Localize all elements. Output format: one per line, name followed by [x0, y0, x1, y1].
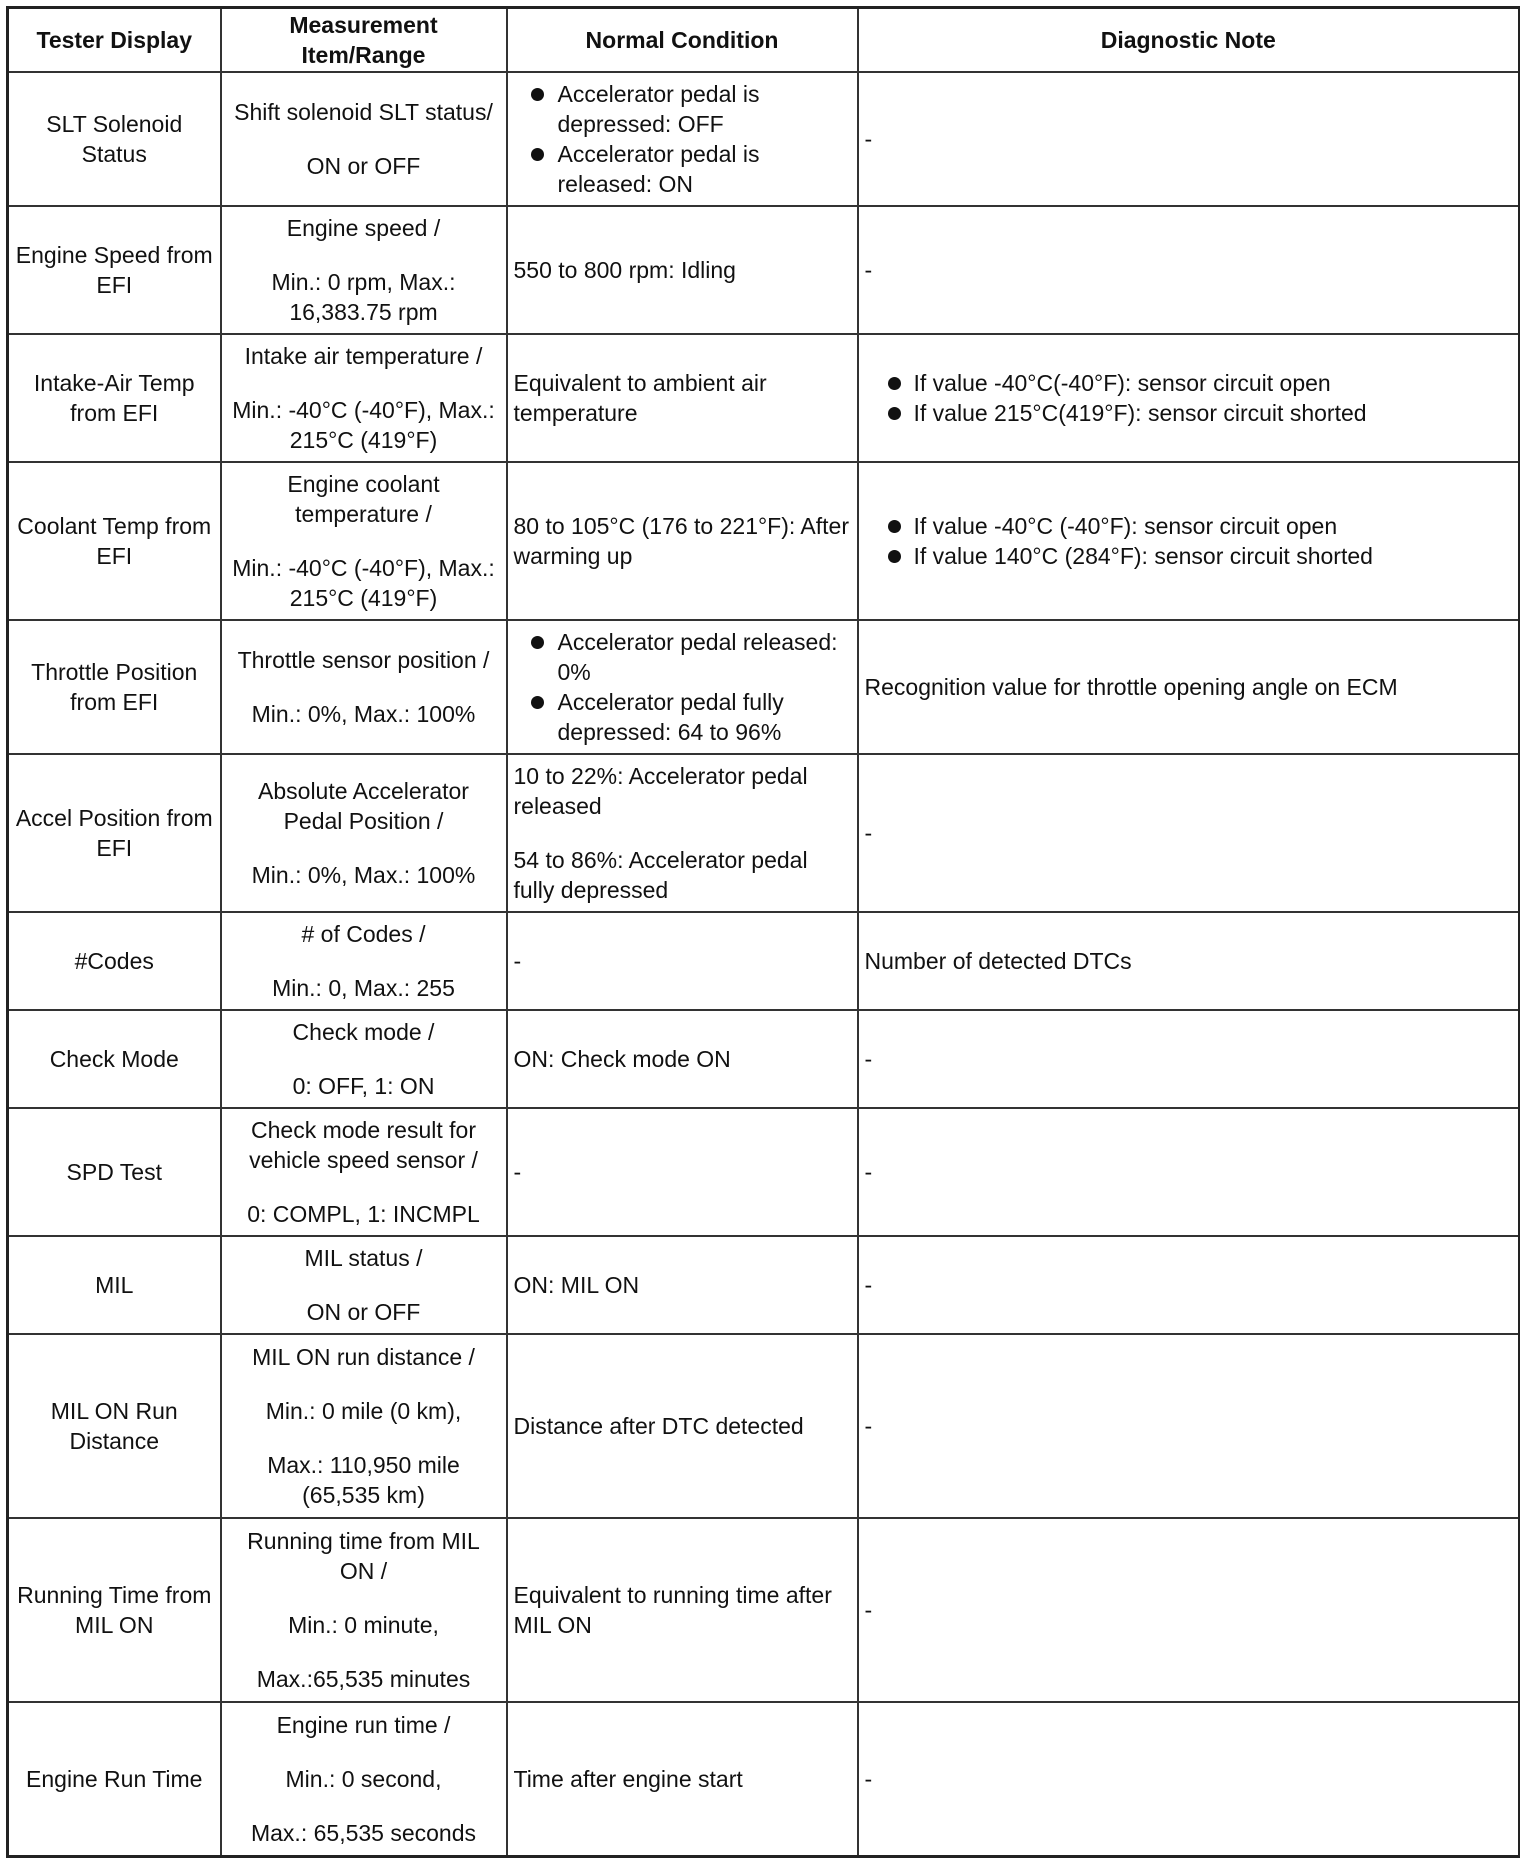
normal-condition-text: Time after engine start [513, 1765, 743, 1792]
normal-condition-text: ON: Check mode ON [513, 1046, 731, 1072]
table-row [8, 206, 1520, 334]
measurement-range-cell [221, 620, 507, 754]
range-text: # of Codes / [301, 921, 426, 947]
tester-display-cell: #Codes [8, 912, 221, 1010]
paragraph-gap [514, 821, 851, 845]
measurement-range-cell [221, 754, 507, 912]
diagnostic-note-cell [858, 1010, 1520, 1108]
list-item: If value -40°C (-40°F): sensor circuit open [865, 511, 1513, 541]
diagnostic-note-cell [858, 754, 1520, 912]
paragraph-gap [228, 529, 500, 553]
range-text: Check mode / [292, 1019, 435, 1045]
tester-display-cell: Coolant Temp from EFI [8, 462, 221, 620]
range-text: MIL status / [304, 1245, 423, 1271]
list-item: Accelerator pedal released: 0% [514, 627, 851, 687]
normal-condition-text: 10 to 22%: Accelerator pedal released [513, 763, 808, 819]
range-text: Min.: 0 minute, [288, 1612, 439, 1638]
range-text: 0: COMPL, 1: INCMPL [247, 1201, 480, 1227]
list-item: If value 140°C (284°F): sensor circuit shorted [865, 541, 1513, 571]
table-row [8, 912, 1520, 1010]
table-row [8, 1702, 1520, 1856]
range-text: Absolute Accelerator Pedal Position / [258, 778, 469, 834]
tester-display-cell: Intake-Air Temp from EFI [8, 334, 221, 462]
range-text: Check mode result for vehicle speed sensor / [249, 1117, 478, 1173]
diagnostic-note-cell [858, 1108, 1520, 1236]
range-text: Min.: 0%, Max.: 100% [251, 701, 476, 727]
table-row [8, 1236, 1520, 1334]
normal-condition-cell [507, 1236, 858, 1334]
normal-condition-cell [507, 754, 858, 912]
header-tester-display: Tester Display [8, 8, 221, 73]
diagnostic-note-text: - [864, 820, 873, 846]
paragraph-gap [228, 836, 500, 860]
paragraph-gap [228, 1047, 500, 1071]
paragraph-gap [228, 127, 500, 151]
header-measurement-range: Measurement Item/Range [221, 8, 507, 73]
list-item: If value -40°C(-40°F): sensor circuit open [865, 368, 1513, 398]
measurement-range-cell [221, 912, 507, 1010]
diagnostic-note-text: - [864, 126, 873, 152]
table-row [8, 72, 1520, 206]
diagnostic-note-text: - [864, 257, 873, 283]
paragraph-gap [228, 675, 500, 699]
header-diagnostic-note: Diagnostic Note [858, 8, 1520, 73]
tester-display-cell: Check Mode [8, 1010, 221, 1108]
diagnostic-note-cell [858, 334, 1520, 462]
diagnostic-note-text: - [864, 1046, 873, 1072]
paragraph-gap [228, 243, 500, 267]
measurement-range-cell [221, 1108, 507, 1236]
tester-display-cell: MIL [8, 1236, 221, 1334]
normal-condition-text: 550 to 800 rpm: Idling [513, 257, 736, 283]
diagnostic-note-cell [858, 1702, 1520, 1856]
normal-condition-cell [507, 206, 858, 334]
measurement-range-cell [221, 72, 507, 206]
diagnostic-note-text: - [864, 1413, 873, 1439]
paragraph-gap [228, 1426, 500, 1450]
diagnostic-note-text: Number of detected DTCs [864, 948, 1132, 974]
normal-condition-text: 54 to 86%: Accelerator pedal fully depressed [513, 847, 808, 903]
normal-condition-cell [507, 1702, 858, 1856]
normal-condition-text: Equivalent to ambient air temperature [513, 370, 767, 426]
range-text: Min.: 0 second, [285, 1765, 442, 1792]
list-item: Accelerator pedal fully depressed: 64 to 96% [514, 687, 851, 747]
range-text: Throttle sensor position / [237, 647, 490, 673]
range-text: Shift solenoid SLT status/ [234, 99, 493, 125]
diagnostic-note-cell [858, 1334, 1520, 1518]
range-text: Intake air temperature / [244, 343, 483, 369]
table-row [8, 620, 1520, 754]
tester-display-cell: Engine Run Time [8, 1702, 221, 1856]
paragraph-gap [228, 1586, 500, 1610]
normal-condition-cell [507, 1108, 858, 1236]
diagnostic-note-cell [858, 462, 1520, 620]
table-row [8, 1108, 1520, 1236]
data-list-table [6, 6, 1520, 1858]
measurement-range-cell [221, 1236, 507, 1334]
normal-condition-cell [507, 72, 858, 206]
normal-condition-cell [507, 1010, 858, 1108]
range-text: Max.: 110,950 mile (65,535 km) [267, 1452, 460, 1508]
table-body [8, 72, 1520, 1856]
diagnostic-note-text: - [864, 1765, 873, 1792]
range-text: Max.: 65,535 seconds [250, 1819, 477, 1846]
measurement-range-cell [221, 1518, 507, 1702]
diagnostic-note-cell [858, 1518, 1520, 1702]
normal-condition-cell [507, 462, 858, 620]
paragraph-gap [228, 1794, 500, 1818]
measurement-range-cell [221, 1010, 507, 1108]
range-text: Running time from MIL ON / [247, 1528, 480, 1584]
tester-display-cell: SPD Test [8, 1108, 221, 1236]
normal-condition-text: - [513, 1159, 522, 1185]
range-text: MIL ON run distance / [252, 1344, 475, 1370]
tester-display-cell: Accel Position from EFI [8, 754, 221, 912]
range-text: Engine coolant temperature / [287, 471, 440, 527]
diagnostic-note-cell [858, 620, 1520, 754]
measurement-range-cell [221, 462, 507, 620]
range-text: ON or OFF [306, 153, 421, 179]
diagnostic-note-cell [858, 912, 1520, 1010]
range-text: Max.:65,535 minutes [256, 1666, 471, 1692]
range-text: Engine speed / [286, 215, 441, 241]
list-item: Accelerator pedal is released: ON [514, 139, 851, 199]
range-text: Min.: -40°C (-40°F), Max.: 215°C (419°F) [232, 555, 495, 611]
normal-condition-cell [507, 1518, 858, 1702]
tester-display-cell: Running Time from MIL ON [8, 1518, 221, 1702]
normal-condition-text: ON: MIL ON [513, 1272, 640, 1298]
normal-condition-list [514, 79, 851, 199]
paragraph-gap [228, 371, 500, 395]
table-row [8, 1010, 1520, 1108]
tester-display-cell: SLT Solenoid Status [8, 72, 221, 206]
range-text: Min.: 0 mile (0 km), [265, 1398, 462, 1424]
range-text: Min.: 0 rpm, Max.: 16,383.75 rpm [271, 269, 456, 325]
list-item: If value 215°C(419°F): sensor circuit shorted [865, 398, 1513, 428]
range-text: ON or OFF [306, 1299, 421, 1325]
tester-display-cell: Throttle Position from EFI [8, 620, 221, 754]
diagnostic-note-text: - [864, 1159, 873, 1185]
normal-condition-cell [507, 1334, 858, 1518]
table-row [8, 462, 1520, 620]
table-row [8, 334, 1520, 462]
diagnostic-note-text: - [864, 1597, 873, 1623]
tester-display-cell: Engine Speed from EFI [8, 206, 221, 334]
paragraph-gap [228, 949, 500, 973]
range-text: Min.: -40°C (-40°F), Max.: 215°C (419°F) [232, 397, 495, 453]
normal-condition-text: 80 to 105°C (176 to 221°F): After warming up [513, 513, 849, 569]
measurement-range-cell [221, 206, 507, 334]
diagnostic-note-text: - [864, 1272, 873, 1298]
normal-condition-text: - [513, 948, 522, 974]
table-row [8, 754, 1520, 912]
diagnostic-note-text: Recognition value for throttle opening angle on ECM [864, 674, 1398, 700]
paragraph-gap [228, 1372, 500, 1396]
diagnostic-note-cell [858, 1236, 1520, 1334]
normal-condition-cell [507, 912, 858, 1010]
range-text: 0: OFF, 1: ON [292, 1073, 435, 1099]
measurement-range-cell [221, 1334, 507, 1518]
table-header-row [8, 8, 1520, 73]
paragraph-gap [228, 1640, 500, 1664]
diagnostic-note-list [865, 368, 1513, 428]
list-item: Accelerator pedal is depressed: OFF [514, 79, 851, 139]
normal-condition-text: Equivalent to running time after MIL ON [513, 1582, 832, 1638]
normal-condition-cell [507, 334, 858, 462]
diagnostic-note-cell [858, 206, 1520, 334]
range-text: Min.: 0, Max.: 255 [272, 975, 455, 1001]
paragraph-gap [228, 1175, 500, 1199]
diagnostic-note-cell [858, 72, 1520, 206]
measurement-range-cell [221, 334, 507, 462]
table-row [8, 1334, 1520, 1518]
paragraph-gap [228, 1273, 500, 1297]
range-text: Engine run time / [276, 1711, 451, 1738]
normal-condition-list [514, 627, 851, 747]
diagnostic-note-list [865, 511, 1513, 571]
header-normal-condition: Normal Condition [507, 8, 858, 73]
paragraph-gap [228, 1740, 500, 1764]
normal-condition-cell [507, 620, 858, 754]
measurement-range-cell [221, 1702, 507, 1856]
tester-display-cell: MIL ON Run Distance [8, 1334, 221, 1518]
table-row [8, 1518, 1520, 1702]
normal-condition-text: Distance after DTC detected [513, 1413, 804, 1439]
range-text: Min.: 0%, Max.: 100% [251, 862, 476, 888]
